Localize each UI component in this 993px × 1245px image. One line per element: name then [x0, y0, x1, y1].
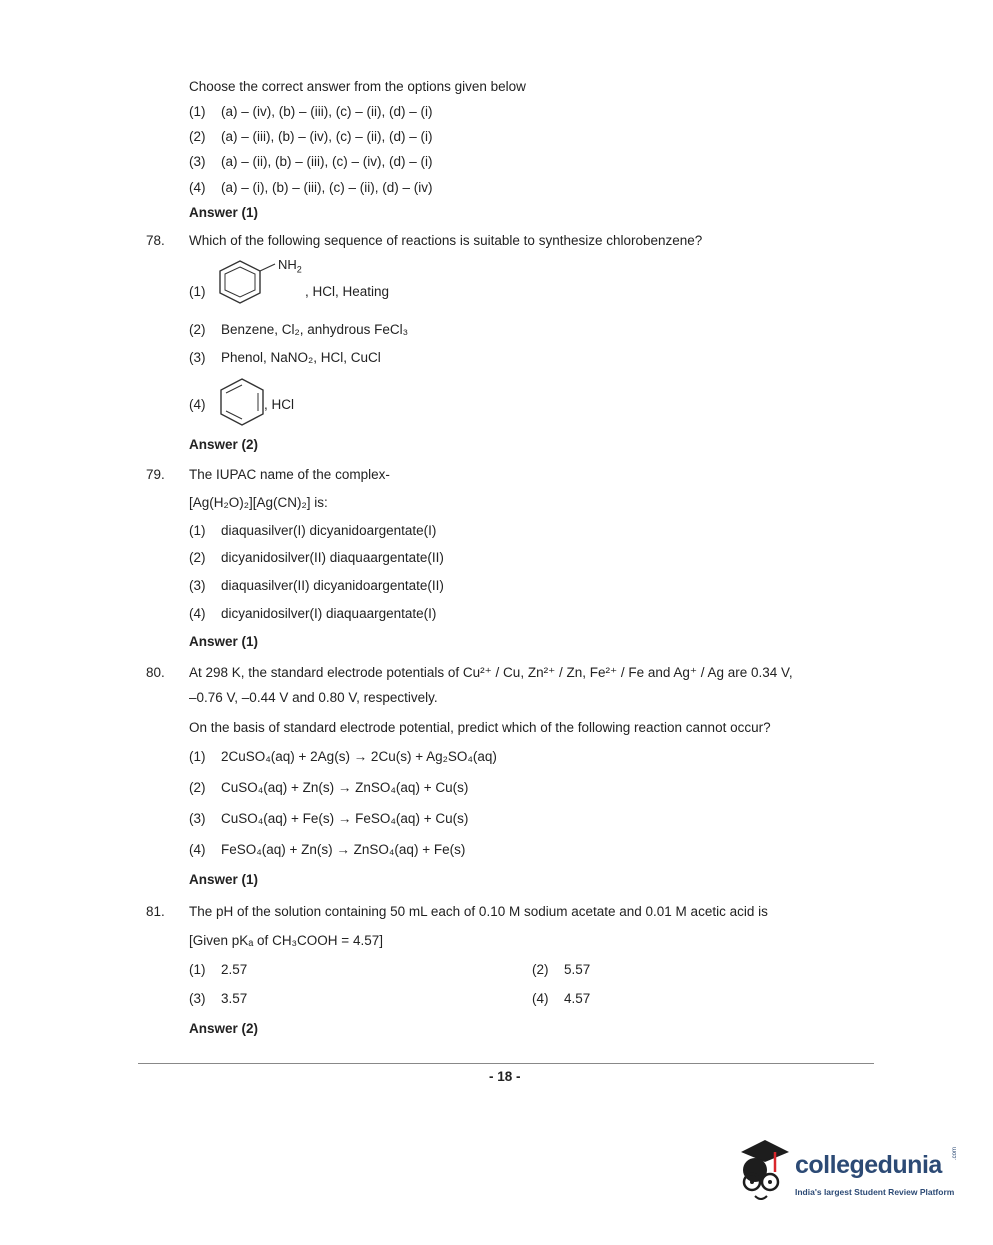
- list-item: (1) 2.57: [189, 962, 248, 977]
- question-text-cont: –0.76 V, –0.44 V and 0.80 V, respectively.: [189, 690, 438, 705]
- question-number: 80.: [146, 665, 165, 680]
- answer-label: Answer (1): [189, 872, 259, 887]
- list-item: (3) (a) – (ii), (b) – (iii), (c) – (iv), (d) – (i): [189, 154, 433, 169]
- list-item: (4) (a) – (i), (b) – (iii), (c) – (ii), (d) – (iv): [189, 180, 433, 195]
- list-item: (1) (a) – (iv), (b) – (iii), (c) – (ii), (d) – (i): [189, 104, 433, 119]
- list-item: (4) FeSO₄(aq) + Zn(s) → ZnSO₄(aq) + Fe(s): [189, 842, 466, 857]
- amino-group-label: $NH_2$: [278, 257, 302, 275]
- list-item: (2) dicyanidosilver(II) diaquaargentate(II): [189, 550, 444, 565]
- list-item: (3) CuSO₄(aq) + Fe(s) → FeSO₄(aq) + Cu(s): [189, 811, 469, 826]
- option-number: (4): [189, 397, 206, 412]
- given-data: [Given pKₐ of CH₃COOH = 4.57]: [189, 933, 383, 948]
- list-item: (2) CuSO₄(aq) + Zn(s) → ZnSO₄(aq) + Cu(s): [189, 780, 469, 795]
- question-number: 78.: [146, 233, 165, 248]
- collegedunia-mascot-icon: [735, 1138, 795, 1208]
- complex-formula: [Ag(H₂O)₂][Ag(CN)₂] is:: [189, 495, 328, 510]
- question-number: 79.: [146, 467, 165, 482]
- list-item: (3) diaquasilver(II) dicyanidoargentate(II): [189, 578, 444, 593]
- page-number: - 18 -: [489, 1069, 521, 1084]
- option-number: (1): [189, 284, 206, 299]
- list-item: (1) diaquasilver(I) dicyanidoargentate(I): [189, 523, 437, 538]
- answer-label: Answer (2): [189, 1021, 259, 1036]
- question-text: The IUPAC name of the complex-: [189, 467, 390, 482]
- question-prompt: On the basis of standard electrode potential, predict which of the following reaction cannot occur?: [189, 720, 771, 735]
- list-item: (4) dicyanidosilver(I) diaquaargentate(I): [189, 606, 437, 621]
- list-item: (4) 4.57: [532, 991, 591, 1006]
- list-item: (3) 3.57: [189, 991, 248, 1006]
- answer-label: Answer (1): [189, 634, 259, 649]
- option-text: , HCl, Heating: [305, 284, 390, 299]
- instruction-text: Choose the correct answer from the options given below: [189, 79, 526, 94]
- list-item: (2) Benzene, Cl₂, anhydrous FeCl₃: [189, 322, 409, 337]
- list-item: (1) 2CuSO₄(aq) + 2Ag(s) → 2Cu(s) + Ag₂SO₄(aq): [189, 749, 497, 764]
- list-item: (2) (a) – (iii), (b) – (iv), (c) – (ii), (d) – (i): [189, 129, 433, 144]
- answer-label: Answer (1): [189, 205, 259, 220]
- logo-domain-suffix: .com: [952, 1146, 958, 1160]
- question-number: 81.: [146, 904, 165, 919]
- question-text: Which of the following sequence of reactions is suitable to synthesize chlorobenzene?: [189, 233, 703, 248]
- answer-label: Answer (2): [189, 437, 259, 452]
- footer-divider: [138, 1063, 874, 1064]
- option-text: , HCl: [264, 397, 294, 412]
- question-text: At 298 K, the standard electrode potentials of Cu²⁺ / Cu, Zn²⁺ / Zn, Fe²⁺ / Fe and Ag⁺ / Ag are 0.34 V,: [189, 665, 793, 680]
- list-item: (2) 5.57: [532, 962, 591, 977]
- benzene-structure: [218, 376, 268, 428]
- logo-tagline: India's largest Student Review Platform: [795, 1187, 955, 1197]
- logo-wordmark: collegedunia: [795, 1151, 942, 1179]
- question-text: The pH of the solution containing 50 mL each of 0.10 M sodium acetate and 0.01 M acetic acid is: [189, 904, 768, 919]
- list-item: (3) Phenol, NaNO₂, HCl, CuCl: [189, 350, 381, 365]
